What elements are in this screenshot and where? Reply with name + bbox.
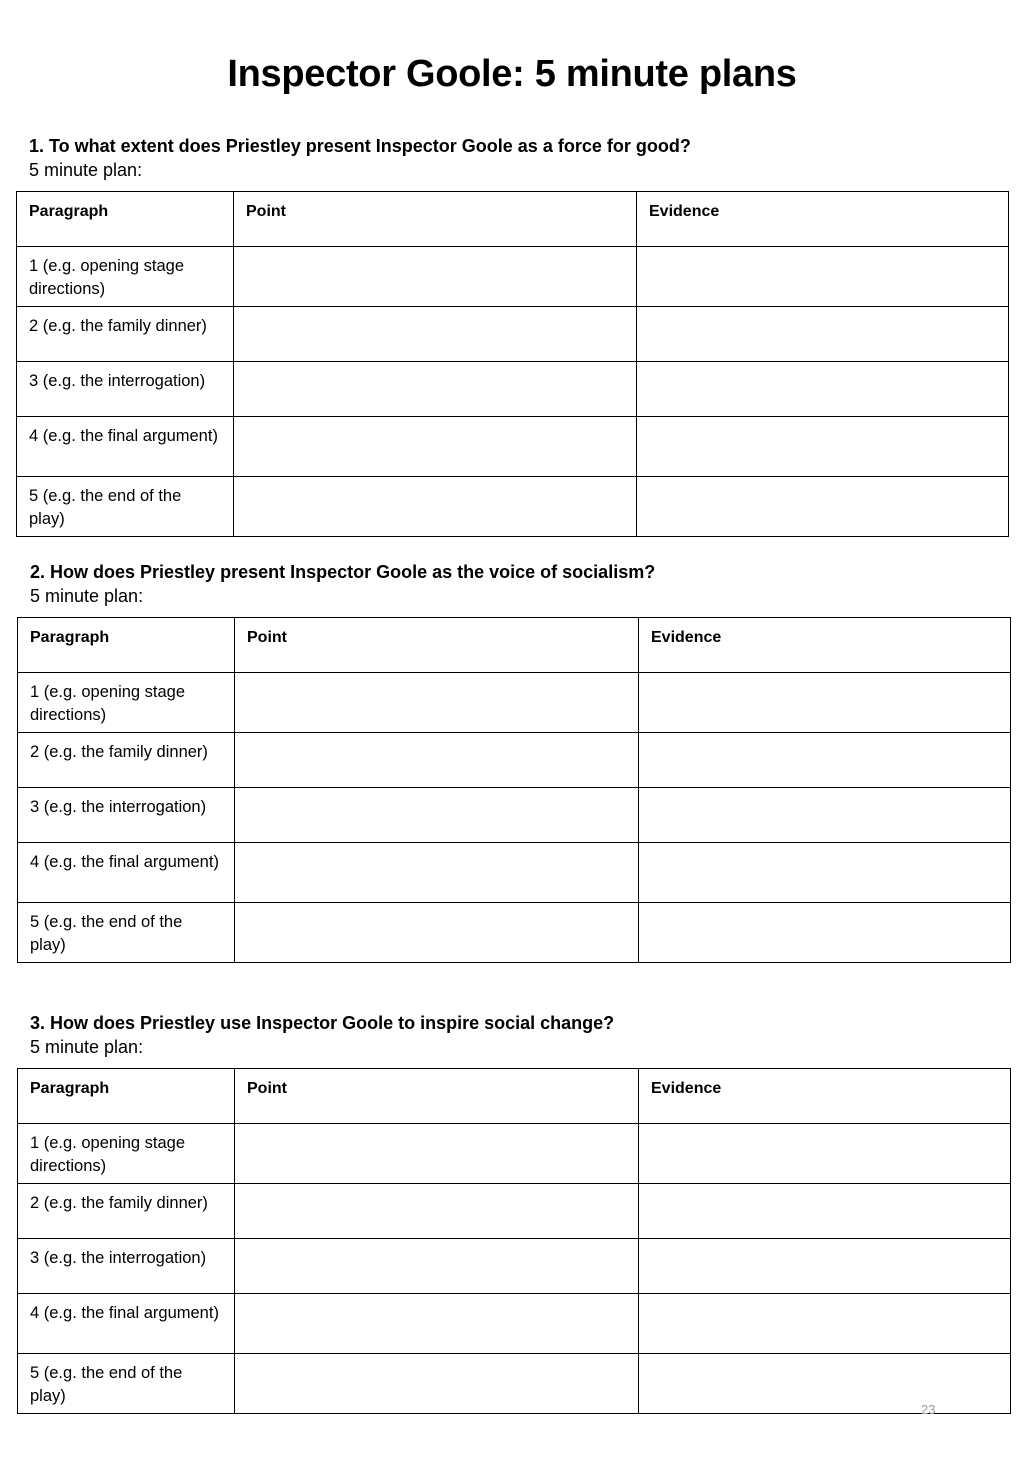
table-row xyxy=(18,788,1011,843)
paragraph-cell: 3 (e.g. the interrogation) xyxy=(18,788,235,843)
plan-section-1 xyxy=(16,134,1009,537)
header-evidence: Evidence xyxy=(639,618,1011,673)
evidence-cell[interactable] xyxy=(639,673,1011,733)
table-row xyxy=(17,417,1009,477)
point-cell[interactable] xyxy=(235,843,639,903)
paragraph-cell: 1 (e.g. opening stage directions) xyxy=(18,1124,235,1184)
question-3: 3. How does Priestley use Inspector Goole to inspire social change? xyxy=(30,1013,615,1033)
point-cell[interactable] xyxy=(234,417,637,477)
table-header-row xyxy=(17,192,1009,247)
table-row xyxy=(18,1124,1011,1184)
paragraph-cell: 2 (e.g. the family dinner) xyxy=(18,1184,235,1239)
page-number: 23 xyxy=(921,1402,936,1417)
plan-section-3 xyxy=(17,1011,1011,1414)
table-row xyxy=(18,1354,1011,1414)
table-row xyxy=(17,307,1009,362)
question-1: 1. To what extent does Priestley present Inspector Goole as a force for good? xyxy=(29,136,691,156)
table-row xyxy=(18,1184,1011,1239)
header-point: Point xyxy=(234,192,637,247)
paragraph-cell: 1 (e.g. opening stage directions) xyxy=(17,247,234,307)
point-cell[interactable] xyxy=(235,903,639,963)
plan-label-2: 5 minute plan: xyxy=(30,586,144,606)
paragraph-cell: 4 (e.g. the final argument) xyxy=(17,417,234,477)
evidence-cell[interactable] xyxy=(637,307,1009,362)
point-cell[interactable] xyxy=(235,1354,639,1414)
plan-section-2 xyxy=(17,560,1011,963)
evidence-cell[interactable] xyxy=(639,1239,1011,1294)
plan-table-3 xyxy=(17,1068,1011,1414)
paragraph-cell: 1 (e.g. opening stage directions) xyxy=(18,673,235,733)
paragraph-cell: 5 (e.g. the end of the play) xyxy=(17,477,234,537)
table-row xyxy=(17,362,1009,417)
evidence-cell[interactable] xyxy=(637,477,1009,537)
evidence-cell[interactable] xyxy=(639,1354,1011,1414)
question-2: 2. How does Priestley present Inspector Goole as the voice of socialism? xyxy=(30,562,656,582)
point-cell[interactable] xyxy=(234,307,637,362)
paragraph-cell: 2 (e.g. the family dinner) xyxy=(18,733,235,788)
plan-table-2 xyxy=(17,617,1011,963)
evidence-cell[interactable] xyxy=(639,788,1011,843)
table-header-row xyxy=(18,1069,1011,1124)
paragraph-cell: 4 (e.g. the final argument) xyxy=(18,843,235,903)
table-row xyxy=(18,673,1011,733)
point-cell[interactable] xyxy=(235,1294,639,1354)
evidence-cell[interactable] xyxy=(637,362,1009,417)
point-cell[interactable] xyxy=(235,1124,639,1184)
point-cell[interactable] xyxy=(234,362,637,417)
paragraph-cell: 4 (e.g. the final argument) xyxy=(18,1294,235,1354)
header-evidence: Evidence xyxy=(639,1069,1011,1124)
header-evidence: Evidence xyxy=(637,192,1009,247)
table-row xyxy=(18,1239,1011,1294)
evidence-cell[interactable] xyxy=(637,247,1009,307)
evidence-cell[interactable] xyxy=(639,903,1011,963)
evidence-cell[interactable] xyxy=(639,1294,1011,1354)
point-cell[interactable] xyxy=(235,733,639,788)
point-cell[interactable] xyxy=(235,673,639,733)
header-paragraph: Paragraph xyxy=(17,192,234,247)
table-row xyxy=(18,733,1011,788)
plan-table-1 xyxy=(16,191,1009,537)
table-row xyxy=(18,903,1011,963)
point-cell[interactable] xyxy=(234,477,637,537)
paragraph-cell: 3 (e.g. the interrogation) xyxy=(17,362,234,417)
plan-label-3: 5 minute plan: xyxy=(30,1037,144,1057)
paragraph-cell: 3 (e.g. the interrogation) xyxy=(18,1239,235,1294)
header-point: Point xyxy=(235,1069,639,1124)
table-header-row xyxy=(18,618,1011,673)
point-cell[interactable] xyxy=(234,247,637,307)
paragraph-cell: 5 (e.g. the end of the play) xyxy=(18,903,235,963)
evidence-cell[interactable] xyxy=(637,417,1009,477)
header-paragraph: Paragraph xyxy=(18,1069,235,1124)
table-row xyxy=(17,247,1009,307)
header-point: Point xyxy=(235,618,639,673)
table-row xyxy=(18,1294,1011,1354)
plan-label-1: 5 minute plan: xyxy=(29,160,143,180)
point-cell[interactable] xyxy=(235,1184,639,1239)
page-title: Inspector Goole: 5 minute plans xyxy=(227,53,797,95)
evidence-cell[interactable] xyxy=(639,843,1011,903)
paragraph-cell: 2 (e.g. the family dinner) xyxy=(17,307,234,362)
table-row xyxy=(18,843,1011,903)
table-row xyxy=(17,477,1009,537)
evidence-cell[interactable] xyxy=(639,733,1011,788)
point-cell[interactable] xyxy=(235,1239,639,1294)
header-paragraph: Paragraph xyxy=(18,618,235,673)
evidence-cell[interactable] xyxy=(639,1124,1011,1184)
point-cell[interactable] xyxy=(235,788,639,843)
evidence-cell[interactable] xyxy=(639,1184,1011,1239)
paragraph-cell: 5 (e.g. the end of the play) xyxy=(18,1354,235,1414)
